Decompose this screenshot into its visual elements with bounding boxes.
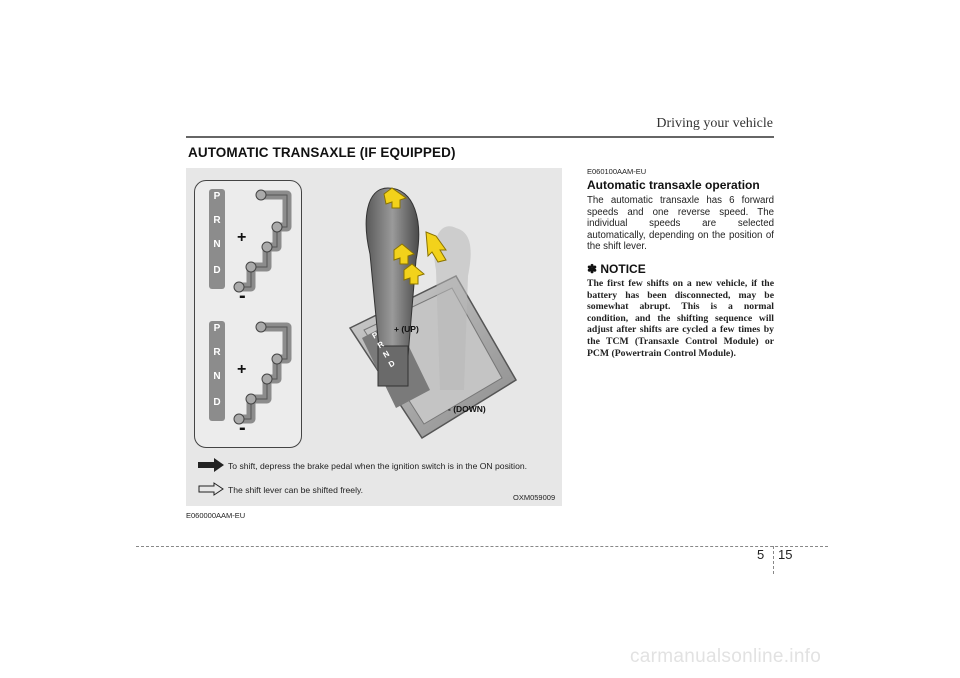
legend-depress-text: To shift, depress the brake pedal when the ignition switch is in the ON position. <box>228 461 528 471</box>
plus-sign-lower: + <box>237 361 247 378</box>
plus-sign-upper: + <box>237 229 247 246</box>
shift-gate-diagram <box>194 180 302 448</box>
gate-letter-r-lower: R <box>213 347 221 358</box>
reference-code-left: E060000AAM-EU <box>186 511 246 520</box>
shift-lever-illustration <box>336 180 526 448</box>
notice-heading: ✽ NOTICE <box>587 262 646 276</box>
running-header: Driving your vehicle <box>656 116 773 131</box>
lever-gate-letters: P R N D <box>370 330 397 370</box>
gate-letter-r: R <box>213 215 221 226</box>
gate-letter-d: D <box>213 265 221 276</box>
watermark: carmanualsonline.info <box>630 646 822 667</box>
page-number: 15 <box>778 547 793 562</box>
shift-lever-figure <box>186 168 562 506</box>
gate-letter-p: P <box>213 191 221 202</box>
outline-arrow-icon <box>198 482 224 496</box>
page-chapter: 5 <box>757 547 765 562</box>
notice-text: The first few shifts on a new vehicle, if the battery has been disconnected, may be somewhat abrupt. This is a normal condition, and the shifting sequence will adjust after shifts are cycled a few times by the TCM (Transaxle Control Module) or PCM (Powertrain Control Module). <box>587 278 774 359</box>
subheading: Automatic transaxle operation <box>587 178 760 192</box>
gate-letter-n: N <box>213 239 221 250</box>
filled-arrow-icon <box>198 458 224 472</box>
minus-sign-lower: - <box>239 417 246 439</box>
header-rule <box>186 136 774 138</box>
reference-code-right: E060100AAM-EU <box>587 167 647 176</box>
gate-letter-d-lower: D <box>213 397 221 408</box>
body-text: The automatic transaxle has 6 forward speeds and one reverse speed. The individual speeds are selected automatically, depending on the position of the shift lever. <box>587 195 774 253</box>
label-up: + (UP) <box>394 324 419 334</box>
gate-letter-n-lower: N <box>213 371 221 382</box>
minus-sign-upper: - <box>239 285 246 307</box>
footer-divider <box>773 546 774 574</box>
figure-code: OXM059009 <box>513 493 556 502</box>
section-title: AUTOMATIC TRANSAXLE (IF EQUIPPED) <box>188 145 456 160</box>
footer-rule <box>136 546 828 547</box>
gate-letter-p-lower: P <box>213 323 221 334</box>
label-down: - (DOWN) <box>448 404 486 414</box>
legend-free-text: The shift lever can be shifted freely. <box>228 485 364 495</box>
